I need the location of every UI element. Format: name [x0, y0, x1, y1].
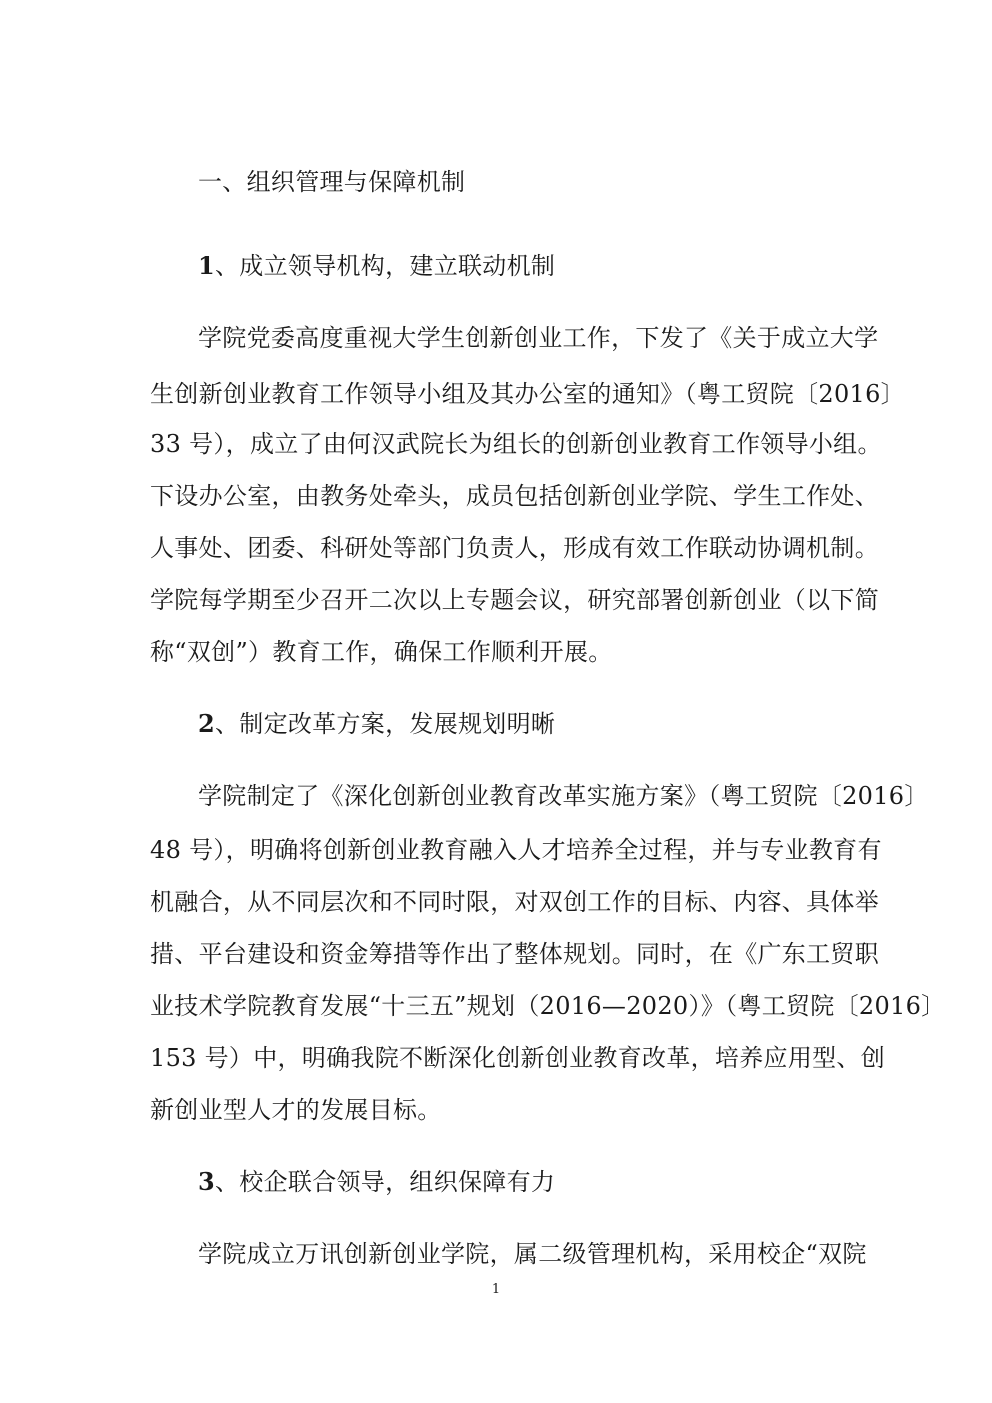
paragraph-line: 人事处、团委、科研处等部门负责人，形成有效工作联动协调机制。: [150, 534, 879, 562]
subsection-heading-1: [198, 250, 850, 282]
paragraph-line: 学院制定了《深化创新创业教育改革实施方案》（粤工贸院〔2016〕: [198, 782, 929, 810]
subsection-heading-2: [198, 708, 850, 740]
paragraph-line: 措、平台建设和资金筹措等作出了整体规划。同时，在《广东工贸职: [150, 940, 879, 968]
section-heading: 一、组织管理与保障机制: [198, 168, 466, 196]
subsection-title: 、校企联合领导，组织保障有力: [215, 1168, 556, 1196]
subsection-title: 、成立领导机构，建立联动机制: [215, 252, 556, 280]
page-number: 1: [491, 1282, 501, 1297]
paragraph-line: 业技术学院教育发展“十三五”规划（2016—2020）》（粤工贸院〔2016〕: [150, 992, 946, 1020]
paragraph-line: 学院党委高度重视大学生创新创业工作，下发了《关于成立大学: [198, 324, 879, 352]
paragraph-line: 33 号），成立了由何汉武院长为组长的创新创业教育工作领导小组。: [150, 430, 882, 458]
paragraph-line: 学院每学期至少召开二次以上专题会议，研究部署创新创业（以下简: [150, 586, 879, 614]
subsection-number: 3: [198, 1167, 215, 1196]
paragraph-line: 学院成立万讯创新创业学院，属二级管理机构，采用校企“双院: [198, 1240, 867, 1268]
subsection-title: 、制定改革方案，发展规划明晰: [215, 710, 556, 738]
paragraph-line: 下设办公室，由教务处牵头，成员包括创新创业学院、学生工作处、: [150, 482, 879, 510]
paragraph-line: 称“双创”）教育工作，确保工作顺利开展。: [150, 638, 613, 666]
paragraph-line: 153 号）中，明确我院不断深化创新创业教育改革，培养应用型、创: [150, 1044, 886, 1072]
paragraph-line: 新创业型人才的发展目标。: [150, 1096, 442, 1124]
paragraph-line: 生创新创业教育工作领导小组及其办公室的通知》（粤工贸院〔2016〕: [150, 380, 905, 408]
subsection-heading-3: [198, 1166, 850, 1198]
paragraph-line: 48 号），明确将创新创业教育融入人才培养全过程，并与专业教育有: [150, 836, 882, 864]
subsection-number: 2: [198, 709, 215, 738]
paragraph-line: 机融合，从不同层次和不同时限，对双创工作的目标、内容、具体举: [150, 888, 879, 916]
subsection-number: 1: [198, 251, 215, 280]
